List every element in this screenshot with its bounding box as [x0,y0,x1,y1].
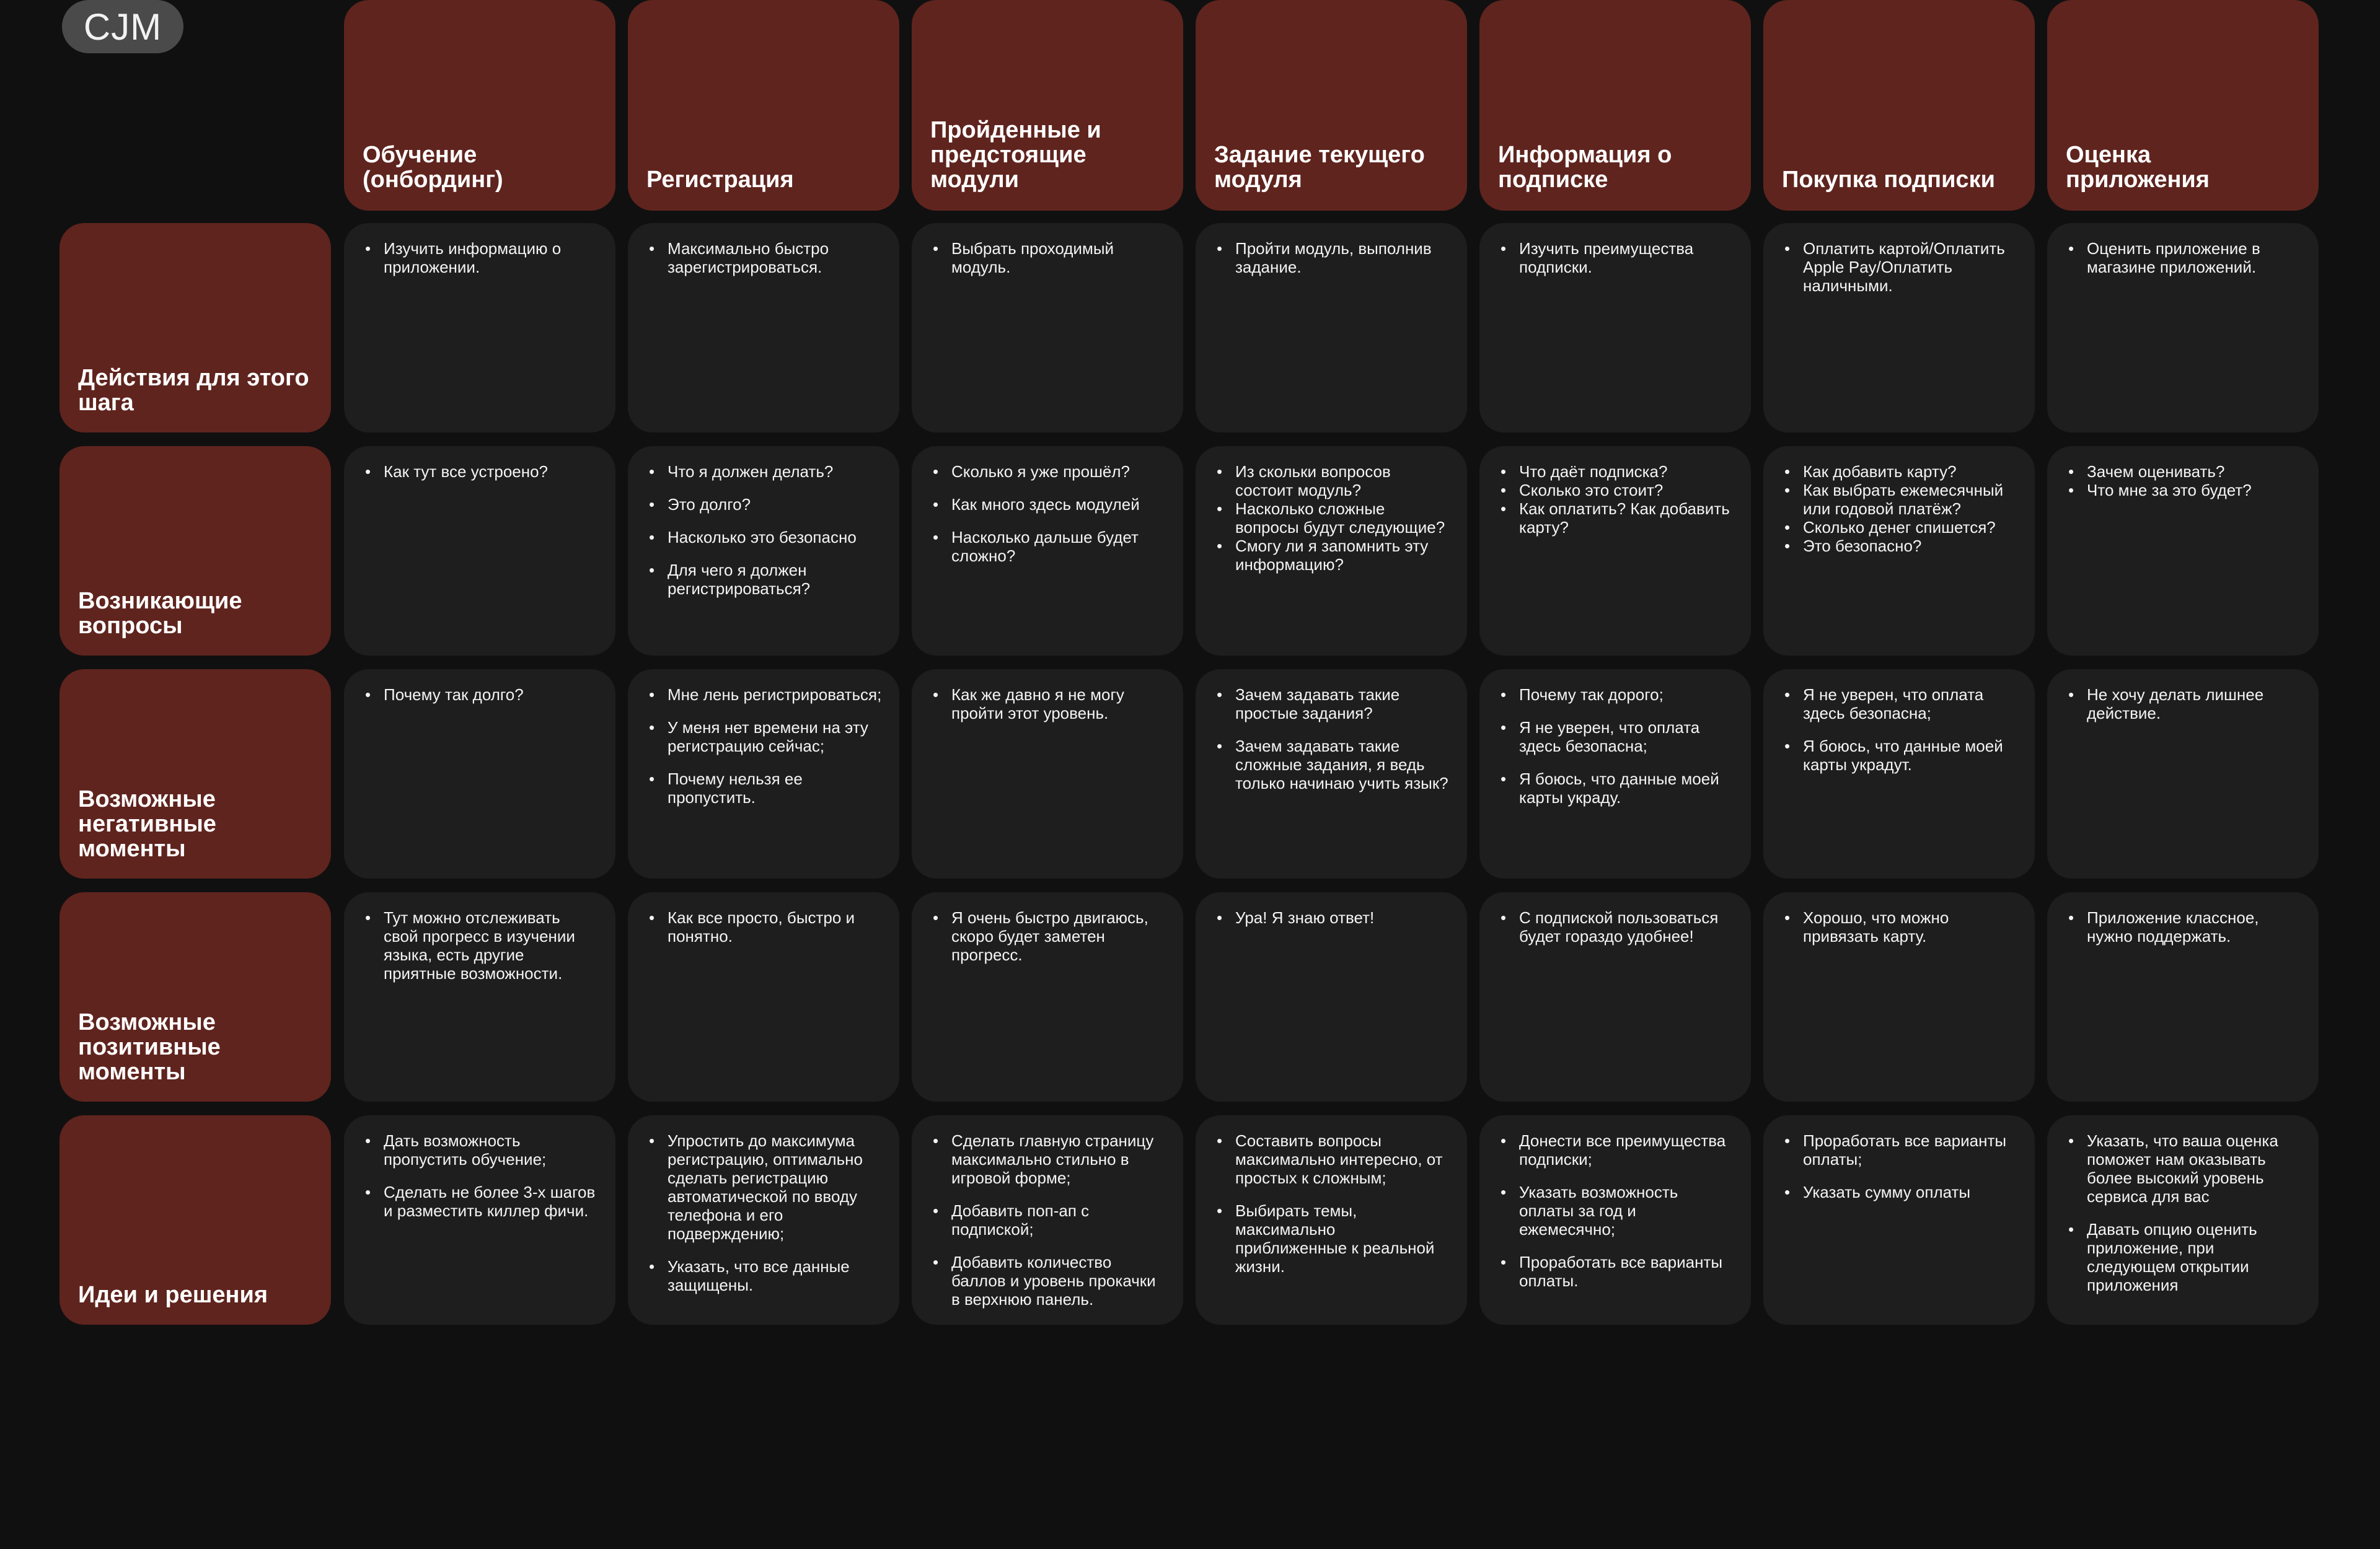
bullet-item: • Это безопасно? [1803,537,2017,555]
bullet-item: • Приложение классное, нужно поддержать. [2087,908,2301,946]
bullet-item: • Не хочу делать лишнее действие. [2087,685,2301,722]
journey-cell [344,446,615,656]
bullet-item: • Из скольки вопросов состоит модуль? [1235,462,1450,499]
journey-cell [912,446,1183,656]
journey-cell [1479,892,1751,1102]
bullet-item: • Изучить информацию о приложении. [384,239,598,276]
bullet-item: • Зачем оценивать? [2087,462,2301,481]
journey-cell [1196,1115,1467,1325]
bullet-item: • Насколько сложные вопросы будут следующие? [1235,499,1450,537]
bullet-list [1784,239,2017,295]
journey-cell [912,1115,1183,1325]
journey-cell [1763,1115,2035,1325]
bullet-item: • Добавить количество баллов и уровень прокачки в верхнюю панель. [951,1253,1166,1309]
bullet-item: • Что мне за это будет? [2087,481,2301,499]
bullet-item: • Проработать все варианты оплаты; [1803,1131,2017,1169]
bullet-item: • Мне лень регистрироваться; [668,685,882,704]
bullet-item: • Как выбрать ежемесячный или годовой платёж? [1803,481,2017,518]
journey-cell [1479,223,1751,432]
bullet-item: • У меня нет времени на эту регистрацию сейчас; [668,718,882,755]
stage-header [1763,0,2035,211]
bullet-item: • Что даёт подписка? [1519,462,1734,481]
bullet-list [933,1131,1166,1309]
journey-cell [912,892,1183,1102]
bullet-item: • Я боюсь, что данные моей карты украду. [1519,770,1734,807]
bullet-item: • Смогу ли я запомнить эту информацию? [1235,537,1450,574]
bullet-list [649,462,882,598]
bullet-list [365,685,598,704]
cjm-badge: CJM [62,0,183,53]
bullet-item: • Сколько это стоит? [1519,481,1734,499]
bullet-item: • Оценить приложение в магазине приложений. [2087,239,2301,276]
journey-cell [1196,669,1467,879]
bullet-list [1217,1131,1450,1276]
bullet-item: • Выбрать проходимый модуль. [951,239,1166,276]
stage-header [2047,0,2319,211]
bullet-list [1501,685,1734,807]
row-header [60,669,331,879]
bullet-item: • Я очень быстро двигаюсь, скоро будет заметен прогресс. [951,908,1166,964]
bullet-item: • Проработать все варианты оплаты. [1519,1253,1734,1290]
journey-cell [2047,1115,2319,1325]
stage-title: Информация о подписке [1498,142,1672,193]
journey-cell [344,669,615,879]
bullet-item: • Почему нельзя ее пропустить. [668,770,882,807]
bullet-item: • Указать сумму оплаты [1803,1183,2017,1201]
bullet-item: • Указать возможность оплаты за год и ежемесячно; [1519,1183,1734,1239]
journey-cell [628,223,899,432]
bullet-list [649,1131,882,1294]
bullet-item: • Дать возможность пропустить обучение; [384,1131,598,1169]
bullet-list [1217,239,1450,276]
bullet-list [365,908,598,983]
bullet-item: • Ура! Я знаю ответ! [1235,908,1450,927]
bullet-item: • Добавить поп-ап с подпиской; [951,1201,1166,1239]
bullet-list [1501,908,1734,946]
bullet-item: • Пройти модуль, выполнив задание. [1235,239,1450,276]
row-header [60,1115,331,1325]
stage-title: Покупка подписки [1782,167,1995,193]
stage-title: Задание текущего модуля [1214,142,1425,193]
stage-title: Обучение (онбординг) [363,142,503,193]
bullet-item: • Как оплатить? Как добавить карту? [1519,499,1734,537]
bullet-item: • Как тут все устроено? [384,462,598,481]
stage-title: Пройденные и предстоящие модули [930,117,1101,193]
bullet-item: • Хорошо, что можно привязать карту. [1803,908,2017,946]
journey-cell [1479,1115,1751,1325]
stage-header [912,0,1183,211]
bullet-item: • Насколько дальше будет сложно? [951,528,1166,565]
journey-cell [1763,446,2035,656]
stage-title: Оценка приложения [2066,142,2210,193]
row-title: Возможные позитивные моменты [78,1009,221,1085]
journey-cell [1479,446,1751,656]
bullet-item: • Оплатить картой/Оплатить Apple Pay/Оплатить наличными. [1803,239,2017,295]
journey-cell [344,223,615,432]
journey-cell [344,1115,615,1325]
bullet-item: • Что я должен делать? [668,462,882,481]
bullet-list [2068,908,2301,946]
bullet-list [2068,462,2301,499]
bullet-item: • Как же давно я не могу пройти этот уровень. [951,685,1166,722]
bullet-item: • Сколько денег спишется? [1803,518,2017,537]
journey-cell [1196,892,1467,1102]
bullet-list [1217,462,1450,574]
bullet-list [1217,685,1450,792]
journey-cell [2047,446,2319,656]
bullet-item: • Зачем задавать такие простые задания? [1235,685,1450,722]
bullet-item: • Донести все преимущества подписки; [1519,1131,1734,1169]
bullet-item: • Указать, что ваша оценка поможет нам оказывать более высокий уровень сервиса для вас [2087,1131,2301,1206]
bullet-item: • Почему так дорого; [1519,685,1734,704]
bullet-list [933,908,1166,964]
bullet-item: • Сколько я уже прошёл? [951,462,1166,481]
bullet-item: • Я не уверен, что оплата здесь безопасна; [1519,718,1734,755]
bullet-list [1784,685,2017,774]
bullet-item: • Выбирать темы, максимально приближенные к реальной жизни. [1235,1201,1450,1276]
bullet-item: • Тут можно отслеживать свой прогресс в изучении языка, есть другие приятные возможности. [384,908,598,983]
journey-cell [628,892,899,1102]
journey-cell [2047,892,2319,1102]
bullet-list [1217,908,1450,927]
bullet-list [649,239,882,276]
bullet-list [1501,239,1734,276]
bullet-item: • Как добавить карту? [1803,462,2017,481]
journey-cell [1479,669,1751,879]
bullet-list [933,685,1166,722]
bullet-item: • Насколько это безопасно [668,528,882,546]
bullet-item: • Как много здесь модулей [951,495,1166,514]
journey-cell [2047,669,2319,879]
stage-header [344,0,615,211]
bullet-list [933,239,1166,276]
stage-header [628,0,899,211]
journey-cell [628,446,899,656]
bullet-item: • Давать опцию оценить приложение, при следующем открытии приложения [2087,1220,2301,1294]
journey-cell [628,669,899,879]
bullet-item: • Изучить преимущества подписки. [1519,239,1734,276]
row-title: Действия для этого шага [78,365,309,416]
bullet-item: • Это долго? [668,495,882,514]
bullet-item: • Сделать главную страницу максимально стильно в игровой форме; [951,1131,1166,1187]
row-title: Идеи и решения [78,1282,268,1308]
bullet-item: • Я не уверен, что оплата здесь безопасна; [1803,685,2017,722]
bullet-list [365,462,598,481]
journey-cell [1196,223,1467,432]
row-title: Возникающие вопросы [78,588,242,639]
journey-cell [1763,669,2035,879]
bullet-item: • Указать, что все данные защищены. [668,1257,882,1294]
journey-cell [1763,223,2035,432]
bullet-list [2068,1131,2301,1294]
journey-cell [628,1115,899,1325]
bullet-item: • Как все просто, быстро и понятно. [668,908,882,946]
bullet-list [649,685,882,807]
row-title: Возможные негативные моменты [78,786,216,862]
journey-cell [1196,446,1467,656]
bullet-list [2068,685,2301,722]
row-header [60,223,331,432]
bullet-list [1501,462,1734,537]
bullet-item: • С подпиской пользоваться будет гораздо удобнее! [1519,908,1734,946]
bullet-item: • Для чего я должен регистрироваться? [668,561,882,598]
bullet-list [1784,908,2017,946]
bullet-item: • Зачем задавать такие сложные задания, я ведь только начинаю учить язык? [1235,737,1450,792]
bullet-item: • Сделать не более 3-х шагов и разместить киллер фичи. [384,1183,598,1220]
bullet-list [649,908,882,946]
bullet-item: • Максимально быстро зарегистрироваться. [668,239,882,276]
journey-cell [912,223,1183,432]
bullet-list [1784,462,2017,555]
bullet-item: • Почему так долго? [384,685,598,704]
journey-cell [912,669,1183,879]
journey-cell [344,892,615,1102]
stage-header [1479,0,1751,211]
row-header [60,446,331,656]
bullet-item: • Составить вопросы максимально интересно, от простых к сложным; [1235,1131,1450,1187]
bullet-list [2068,239,2301,276]
bullet-item: • Упростить до максимума регистрацию, оптимально сделать регистрацию автоматической по вводу телефона и его подверждению; [668,1131,882,1243]
stage-header [1196,0,1467,211]
journey-cell [1763,892,2035,1102]
bullet-list [365,239,598,276]
stage-title: Регистрация [646,167,794,193]
bullet-list [933,462,1166,565]
bullet-list [1501,1131,1734,1290]
bullet-list [1784,1131,2017,1201]
row-header [60,892,331,1102]
bullet-item: • Я боюсь, что данные моей карты украдут. [1803,737,2017,774]
bullet-list [365,1131,598,1220]
journey-cell [2047,223,2319,432]
